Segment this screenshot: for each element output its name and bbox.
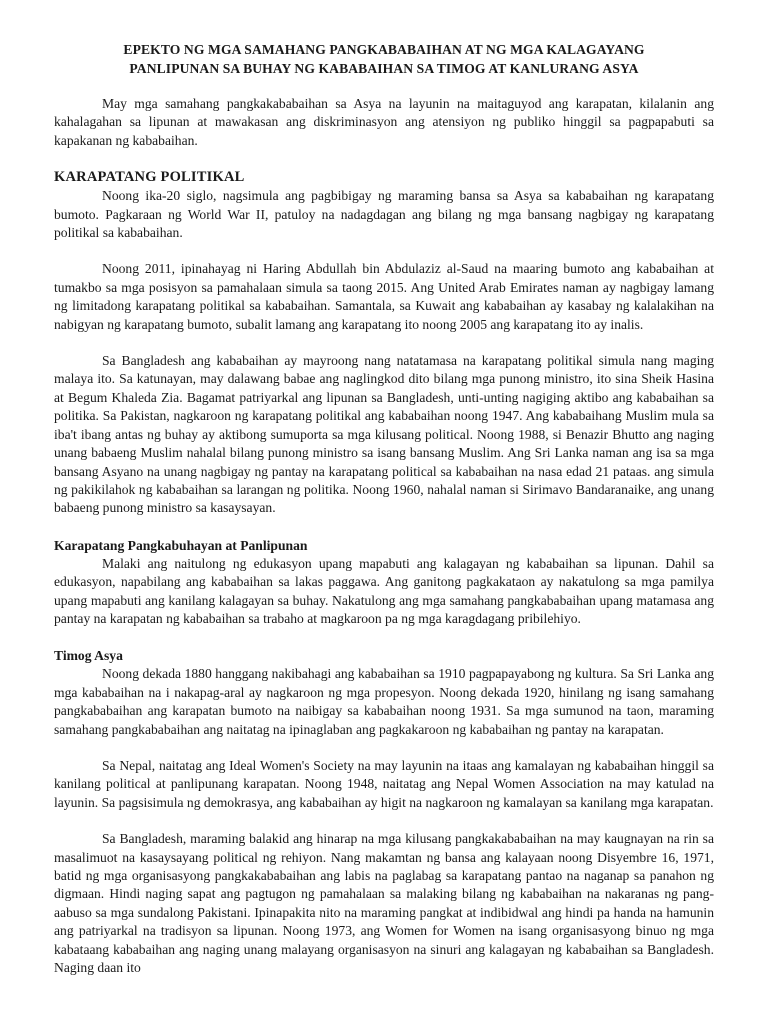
paragraph: Malaki ang naitulong ng edukasyon upang mapabuti ang kalagayan ng kababaihan sa lipunan. Dahil sa edukasyon, napabilang ang kababaihan sa lakas paggawa. Ang ganitong pagkakataon ay nakatulong sa mga pamilya upang mapabuti ang kanilang kalagayan sa buhay. Nakatulong ang mga samahang pangkababaihan upang matamasa ang pantay na karapatan ng kababaihan sa trabaho at magkaroon pa ng mga karagdagang pribilehiyo.: [54, 555, 714, 626]
paragraph: Noong 2011, ipinahayag ni Haring Abdullah bin Abdulaziz al-Saud na maaring bumoto ang kababaihan at tumakbo sa mga posisyon sa pamahalaan simula sa taong 2015. Ang United Arab Emirates naman ay nagbigay lamang ng limitadong karapatang politikal sa kababaihan. Samantala, sa Kuwait ang kababaihan ay kasabay ng kalalakihan na nabigyan ng karapatang bumoto, subalit lamang ang karapatang ito noong 2005 ang karapatang ito ay inalis.: [54, 261, 714, 332]
document-title: [54, 40, 714, 78]
title-line-1: EPEKTO NG MGA SAMAHANG PANGKABABAIHAN AT NG MGA KALAGAYANG: [123, 42, 645, 57]
section-karapatang-pangkabuhayan: [54, 536, 714, 629]
paragraph: Sa Nepal, naitatag ang Ideal Women's Society na may layunin na itaas ang kamalayan ng kababaihan hinggil sa kanilang political at panlipunang karapatan. Noong 1948, naitatag ang Nepal Women Association na may katulad na layunin. Sa pagsisimula ng demokrasya, ang kababaihan ay higit na nagkaroon ng kamalayan sa kanilang mga karapatan.: [54, 757, 714, 810]
section-heading: Karapatang Pangkabuhayan at Panlipunan: [54, 537, 308, 553]
section-timog-asya: [54, 646, 714, 977]
section-karapatang-politikal: [54, 168, 714, 518]
paragraph: Sa Bangladesh ang kababaihan ay mayroong nang natatamasa na karapatang politikal simula nang maging malaya ito. Sa katunayan, may dalawang babae ang naglingkod dito bilang mga punong ministro, ito sina Sheik Hasina at Begum Khaleda Zia. Bagamat patriyarkal ang lipunan sa Bangladesh, unti-unting nagiging aktibo ang kababaihan sa politika. Sa Pakistan, nagkaroon ng karapatang politikal ang kababaihan noong 1947. Ang kababaihang Muslim mula sa iba't ibang antas ng buhay ay aktibong sumuporta sa mga kilusang political. Noong 1988, si Benazir Bhutto ang naging unang babaeng Muslim nahalal bilang punong ministro sa isang bansang Muslim. Ang Sri Lanka naman ang isa sa mga bansang Asyano na unang nagbigay ng pantay na karapatang political sa kababaihan na nasa edad 21 pataas. ang simula ng pakikilahok ng kababaihan sa larangan ng politika. Noong 1960, nahalal naman si Sirimavo Bandaranaike, ang unang babaeng punong ministro sa kasaysayan.: [54, 353, 714, 516]
title-line-2: PANLIPUNAN SA BUHAY NG KABABAIHAN SA TIMOG AT KANLURANG ASYA: [129, 61, 639, 76]
paragraph: Noong dekada 1880 hanggang nakibahagi ang kababaihan sa 1910 pagpapayabong ng kultura. Sa Sri Lanka ang mga kababaihan na i nakapag-aral ay nagkaroon ng mga propesyon. Noong dekada 1920, hinilang ng isang samahang pangkababaihan ang karapatan bumoto na naibigay sa kababaihan noong 1931. Sa mga sumunod na taon, maraming samahang pangkababaihan ang naitatag na ipinaglaban ang pagkakaroon ng kababaihan ng pantay na karapatan.: [54, 666, 714, 737]
paragraph: Noong ika-20 siglo, nagsimula ang pagbibigay ng maraming bansa sa Asya sa kababaihan ng karapatang bumoto. Pagkaraan ng World War II, patuloy na nadagdagan ang bilang ng mga bansang nagbigay ng karapatang politikal sa kababaihan.: [54, 188, 714, 241]
paragraph: Sa Bangladesh, maraming balakid ang hinarap na mga kilusang pangkakababaihan na may kaugnayan na rin sa masalimuot na kasaysayang political ng rehiyon. Nang makamtan ng bansa ang kalayaan noong Disyembre 16, 1971, batid ng mga organisasyong pangkakababaihan ang labis na paglabag sa karapatang pantao na naganap sa panahon ng digmaan. Hindi naging sapat ang pagtugon ng pamahalaan sa malaking bilang ng kababaihan na nakaranas ng pang-aabuso sa mga sundalong Pakistani. Ipinapakita nito na maraming pangkat at indibidwal ang hindi pa handa na hamunin ang patriyarkal na tradisyon sa lipunan. Noong 1973, ang Women for Women na isang organisasyong binuo ng mga kabataang kababaihan ang naging unang malayang organisasyon na sinuri ang kalagayan ng kababaihan sa Bangladesh. Naging daan ito: [54, 831, 714, 976]
intro-paragraph: May mga samahang pangkakababaihan sa Asya na layunin na maitaguyod ang karapatan, kilalanin ang kahalagahan sa lipunan at mawakasan ang diskriminasyon ang atensiyon ng publiko hinggil sa pagpapabuti sa kapakanan ng kababaihan.: [54, 96, 714, 148]
section-heading: KARAPATANG POLITIKAL: [54, 169, 245, 186]
section-heading: Timog Asya: [54, 648, 123, 664]
